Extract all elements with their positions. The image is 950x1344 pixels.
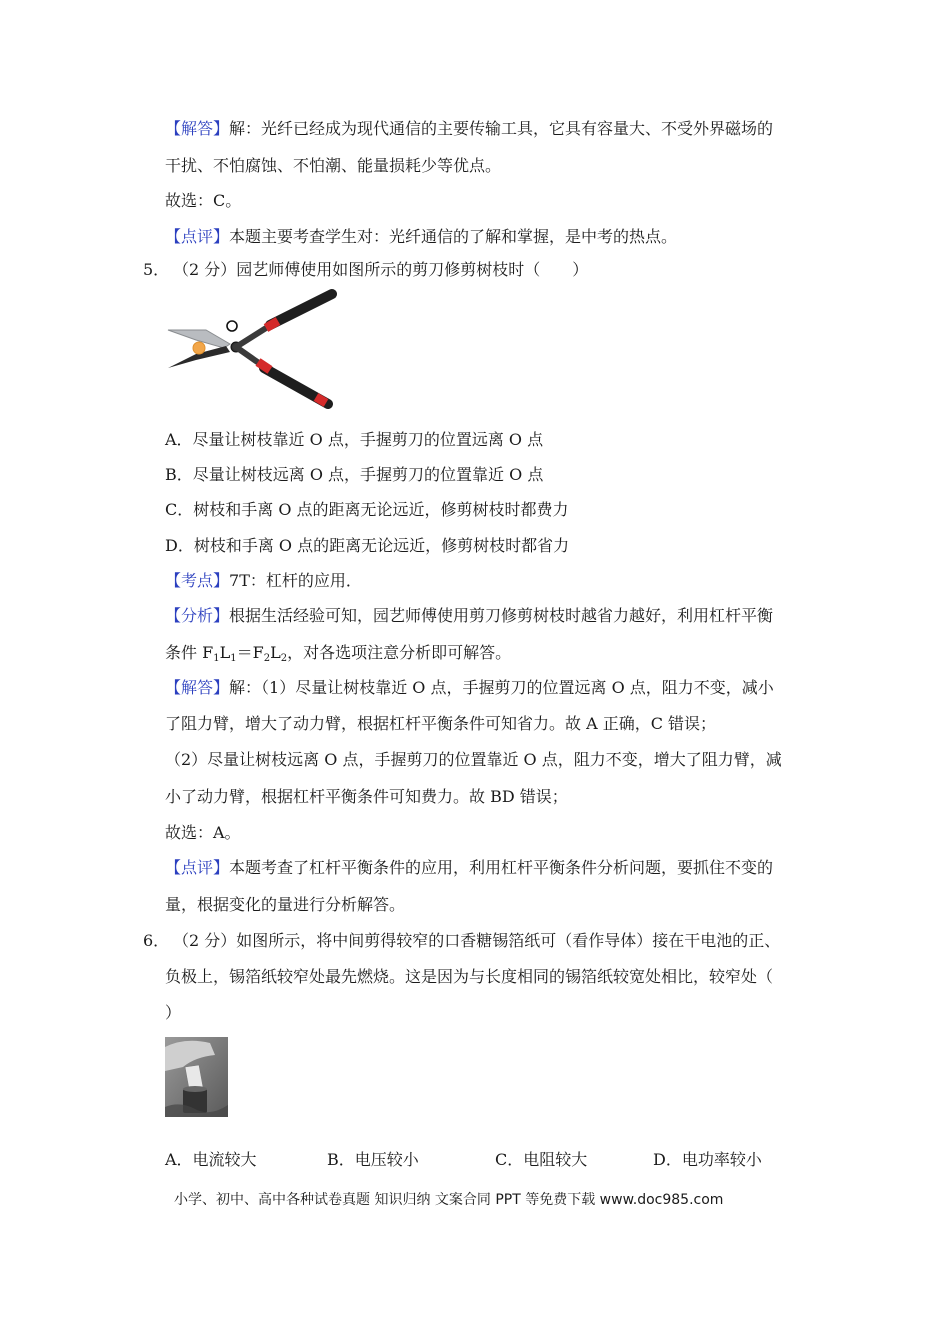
choose-line: 故选：A。 <box>165 823 241 842</box>
option-b: B．电压较小 <box>327 1150 419 1169</box>
answer-text: 解：（1）尽量让树枝靠近 O 点，手握剪刀的位置远离 O 点，阻力不变，减小 <box>229 678 774 697</box>
review-text: 本题考查了杠杆平衡条件的应用，利用杠杆平衡条件分析问题，要抓住不变的 <box>229 858 774 877</box>
option-c: C．电阻较大 <box>495 1150 588 1169</box>
review-line <box>165 226 677 248</box>
question-6-stem <box>143 930 780 952</box>
answer-line <box>165 118 773 140</box>
branch-marker <box>193 342 205 354</box>
answer-line: （2）尽量让树枝远离 O 点，手握剪刀的位置靠近 O 点，阻力不变，增大了阻力臂，减 <box>165 750 782 769</box>
answer-text: 解：光纤已经成为现代通信的主要传输工具，它具有容量大、不受外界磁场的 <box>229 119 774 138</box>
option-a: A．电流较大 <box>165 1150 257 1169</box>
formula-subscript: 2 <box>263 653 271 664</box>
question-6-stem: ） <box>165 1003 182 1022</box>
fenxi-tag: 【分析】 <box>165 606 230 625</box>
question-text: （2 分）如图所示，将中间剪得较窄的口香糖锡箔纸可（看作导体）接在干电池的正、 <box>173 931 781 950</box>
question-text: （2 分）园艺师傅使用如图所示的剪刀修剪树枝时（ ） <box>173 260 589 279</box>
review-tag: 【点评】 <box>165 227 230 246</box>
answer-line: 了阻力臂，增大了动力臂，根据杠杆平衡条件可知省力。故 A 正确，C 错误； <box>165 714 717 733</box>
option-a: A．尽量让树枝靠近 O 点，手握剪刀的位置远离 O 点 <box>165 430 544 449</box>
o-label-ring <box>227 321 237 331</box>
review-line: 量，根据变化的量进行分析解答。 <box>165 895 406 914</box>
answer-line: 小了动力臂，根据杠杆平衡条件可知费力。故 BD 错误； <box>165 787 568 806</box>
answer-line <box>165 677 774 699</box>
review-line <box>165 857 773 879</box>
review-tag: 【点评】 <box>165 858 230 877</box>
formula-part: 条件 F <box>165 643 214 662</box>
answer-tag: 【解答】 <box>165 678 230 697</box>
option-d: D．电功率较小 <box>653 1150 762 1169</box>
formula-subscript: 2 <box>280 653 288 664</box>
o-point-label: O <box>227 320 238 335</box>
formula-part: ＝F <box>236 643 264 662</box>
formula-part: L <box>270 643 281 662</box>
footer-text: 小学、初中、高中各种试卷真题 知识归纳 文案合同 PPT 等免费下载 www.doc985.com <box>174 1192 724 1208</box>
kaodian-tag: 【考点】 <box>165 571 230 590</box>
fenxi-line <box>165 605 773 627</box>
choose-line: 故选：C。 <box>165 191 242 210</box>
formula-part: L <box>219 643 231 662</box>
question-5-stem <box>143 259 588 281</box>
question-number: 5． <box>143 260 170 279</box>
fenxi-formula-line <box>165 642 511 664</box>
question-6-stem: 负极上，锡箔纸较窄处最先燃烧。这是因为与长度相同的锡箔纸较宽处相比，较窄处（ <box>165 967 774 986</box>
option-d: D．树枝和手离 O 点的距离无论远近，修剪树枝时都省力 <box>165 536 570 555</box>
kaodian-text: 7T：杠杆的应用． <box>229 571 362 590</box>
formula-subscript: 1 <box>230 653 237 664</box>
pruning-shears-figure <box>166 288 338 410</box>
formula-subscript: 1 <box>213 653 220 664</box>
upper-handle-grip <box>270 294 332 325</box>
upper-handle-band <box>266 321 278 328</box>
option-b: B．尽量让树枝远离 O 点，手握剪刀的位置靠近 O 点 <box>165 465 544 484</box>
answer-line: 干扰、不怕腐蚀、不怕潮、能量损耗少等优点。 <box>165 156 502 175</box>
kaodian-line <box>165 570 362 592</box>
formula-part: ，对各选项注意分析即可解答。 <box>287 643 512 662</box>
option-c: C．树枝和手离 O 点的距离无论远近，修剪树枝时都费力 <box>165 500 569 519</box>
review-text: 本题主要考查学生对：光纤通信的了解和掌握，是中考的热点。 <box>229 227 678 246</box>
battery-top <box>183 1086 207 1092</box>
question-number: 6． <box>143 931 170 950</box>
fenxi-text: 根据生活经验可知，园艺师傅使用剪刀修剪树枝时越省力越好，利用杠杆平衡 <box>229 606 774 625</box>
lower-handle-end <box>316 397 326 403</box>
answer-tag: 【解答】 <box>165 119 230 138</box>
foil-battery-photo <box>165 1037 228 1117</box>
